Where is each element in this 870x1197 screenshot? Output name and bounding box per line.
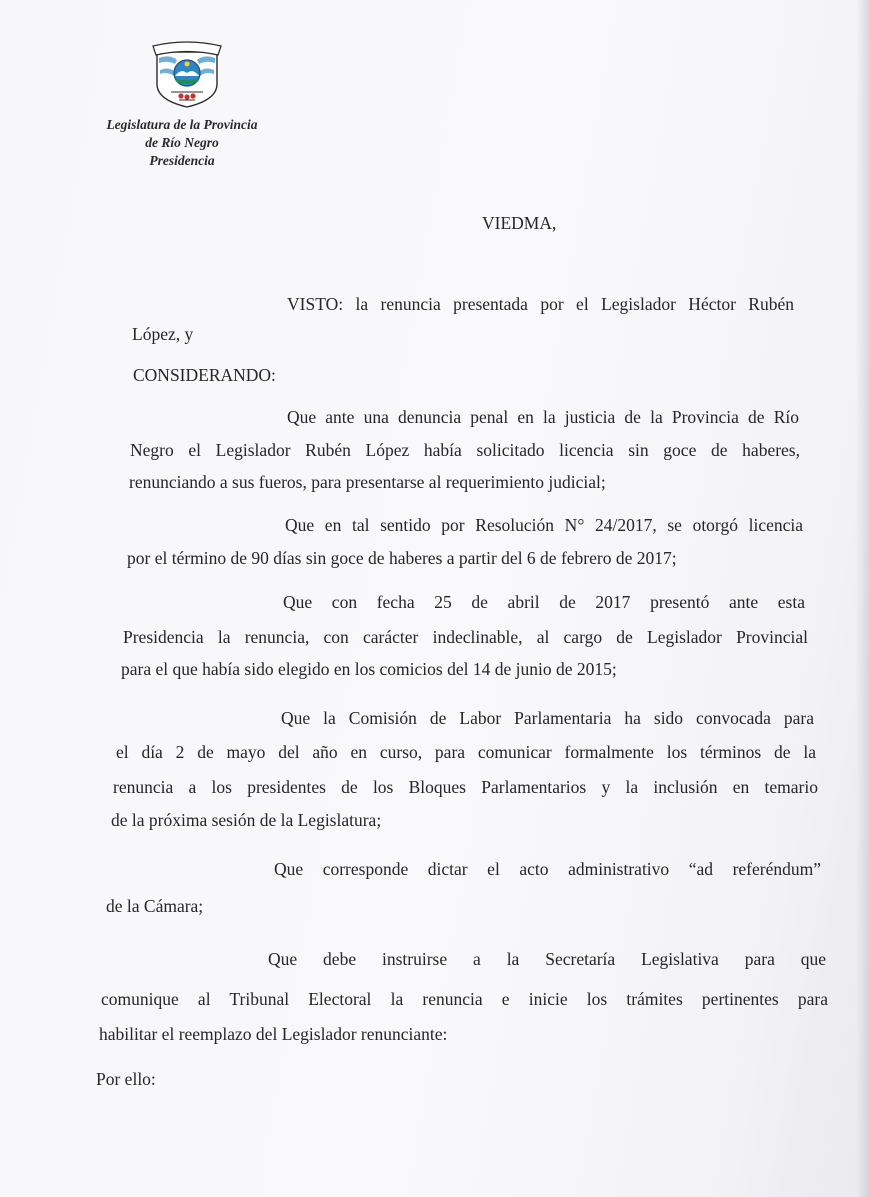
paragraph-line: habilitar el reemplazo del Legislador renunciante: bbox=[99, 1024, 448, 1044]
paragraph-line: de la Cámara; bbox=[106, 896, 204, 916]
considerando-heading: CONSIDERANDO: bbox=[133, 365, 276, 385]
paragraph-line: renunciando a sus fueros, para presentarse al requerimiento judicial; bbox=[129, 472, 606, 492]
paragraph-line: Que debe instruirse a la Secretaría Legislativa para que bbox=[268, 949, 826, 969]
institution-heading bbox=[86, 116, 278, 170]
paragraph-line: Presidencia la renuncia, con carácter indeclinable, al cargo de Legislador Provincial bbox=[123, 627, 808, 647]
paragraph-line: Que corresponde dictar el acto administrativo “ad referéndum” bbox=[274, 859, 821, 879]
visto-line: VISTO: la renuncia presentada por el Legislador Héctor Rubén bbox=[287, 294, 794, 314]
paragraph-line: Que la Comisión de Labor Parlamentaria ha sido convocada para bbox=[281, 708, 814, 728]
page-edge-shadow bbox=[856, 0, 870, 1197]
visto-line: López, y bbox=[132, 324, 194, 344]
paragraph-line: Negro el Legislador Rubén López había solicitado licencia sin goce de haberes, bbox=[130, 440, 800, 460]
paragraph-line: para el que había sido elegido en los comicios del 14 de junio de 2015; bbox=[121, 659, 617, 679]
seal-emblem bbox=[150, 40, 224, 110]
paragraph-line: Que con fecha 25 de abril de 2017 presentó ante esta bbox=[283, 592, 805, 612]
paragraph-line: el día 2 de mayo del año en curso, para comunicar formalmente los términos de la bbox=[116, 742, 816, 762]
paragraph-line: comunique al Tribunal Electoral la renuncia e inicie los trámites pertinentes para bbox=[101, 989, 828, 1009]
paragraph-line: Que ante una denuncia penal en la justicia de la Provincia de Río bbox=[287, 407, 799, 427]
closing-line: Por ello: bbox=[96, 1069, 156, 1089]
institution-line: Presidencia bbox=[149, 153, 215, 168]
paragraph-line: renuncia a los presidentes de los Bloques Parlamentarios y la inclusión en temario bbox=[113, 777, 818, 797]
institution-line: de Río Negro bbox=[145, 135, 219, 150]
institution-line: Legislatura de la Provincia bbox=[106, 117, 258, 132]
paragraph-line: por el término de 90 días sin goce de haberes a partir del 6 de febrero de 2017; bbox=[127, 548, 677, 568]
rio-negro-seal bbox=[150, 40, 224, 110]
paragraph-line: de la próxima sesión de la Legislatura; bbox=[111, 810, 382, 830]
paragraph-line: Que en tal sentido por Resolución N° 24/2017, se otorgó licencia bbox=[285, 515, 803, 535]
place-line: VIEDMA, bbox=[482, 213, 557, 233]
